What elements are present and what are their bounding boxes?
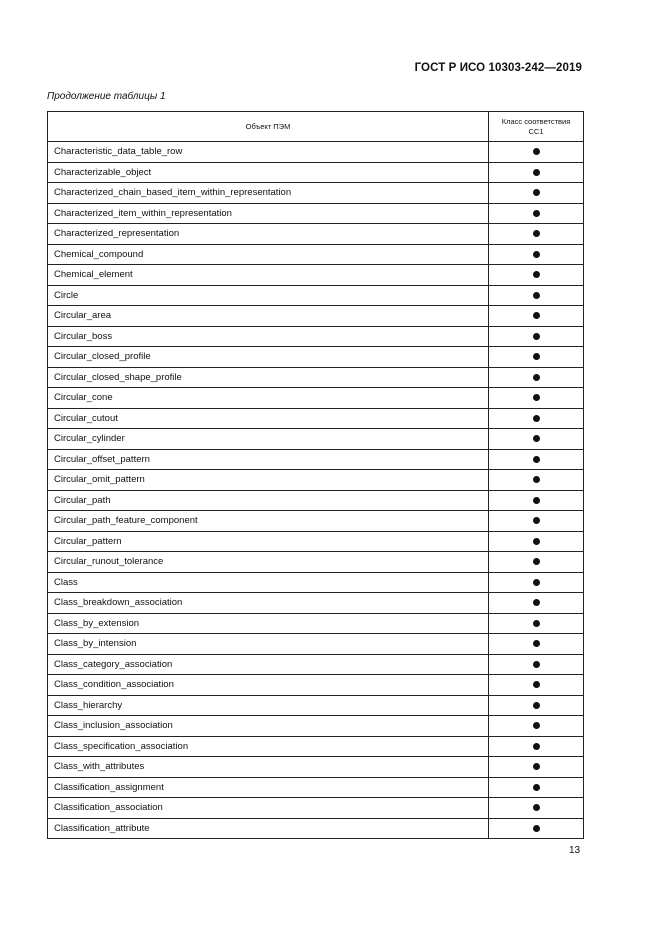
table-row — [48, 408, 584, 429]
conformance-cell — [489, 285, 584, 306]
object-name-cell: Characterized_representation — [48, 224, 489, 245]
object-name-cell: Characteristic_data_table_row — [48, 142, 489, 163]
table-row — [48, 552, 584, 573]
table-row — [48, 388, 584, 409]
filled-circle-icon — [533, 784, 540, 791]
column-header-cc1-label: CC1 — [528, 126, 544, 136]
table-row — [48, 777, 584, 798]
conformance-cell — [489, 470, 584, 491]
filled-circle-icon — [533, 538, 540, 545]
table-row — [48, 449, 584, 470]
page-number: 13 — [569, 845, 581, 856]
table-continuation-caption: Продолжение таблицы 1 — [47, 91, 166, 102]
object-name-cell: Class_with_attributes — [48, 757, 489, 778]
filled-circle-icon — [533, 517, 540, 524]
table-row — [48, 695, 584, 716]
filled-circle-icon — [533, 681, 540, 688]
object-name-cell: Chemical_compound — [48, 244, 489, 265]
table-row — [48, 593, 584, 614]
conformance-cell — [489, 613, 584, 634]
filled-circle-icon — [533, 169, 540, 176]
table-row — [48, 203, 584, 224]
table-row — [48, 654, 584, 675]
conformance-cell — [489, 511, 584, 532]
conformance-cell — [489, 818, 584, 839]
filled-circle-icon — [533, 333, 540, 340]
object-name-cell: Circular_cylinder — [48, 429, 489, 450]
conformance-cell — [489, 593, 584, 614]
conformance-cell — [489, 306, 584, 327]
table-row — [48, 818, 584, 839]
object-name-cell: Circular_boss — [48, 326, 489, 347]
column-header-object-label: Объект ПЭМ — [245, 121, 291, 131]
object-name-cell: Class_hierarchy — [48, 695, 489, 716]
conformance-cell — [489, 265, 584, 286]
object-name-cell: Classification_attribute — [48, 818, 489, 839]
table-row — [48, 285, 584, 306]
conformance-cell — [489, 244, 584, 265]
object-name-cell: Circular_cone — [48, 388, 489, 409]
column-header-object — [48, 112, 489, 142]
object-name-cell: Circular_omit_pattern — [48, 470, 489, 491]
conformance-cell — [489, 552, 584, 573]
table-row — [48, 757, 584, 778]
object-name-cell: Chemical_element — [48, 265, 489, 286]
table-row — [48, 244, 584, 265]
table-row — [48, 429, 584, 450]
filled-circle-icon — [533, 292, 540, 299]
table-row — [48, 613, 584, 634]
filled-circle-icon — [533, 579, 540, 586]
conformance-cell — [489, 777, 584, 798]
filled-circle-icon — [533, 558, 540, 565]
object-name-cell: Circle — [48, 285, 489, 306]
conformance-cell — [489, 183, 584, 204]
conformance-cell — [489, 203, 584, 224]
table-row — [48, 162, 584, 183]
filled-circle-icon — [533, 825, 540, 832]
table-row — [48, 224, 584, 245]
filled-circle-icon — [533, 353, 540, 360]
table-row — [48, 531, 584, 552]
table-row — [48, 470, 584, 491]
filled-circle-icon — [533, 189, 540, 196]
table-row — [48, 572, 584, 593]
table-row — [48, 265, 584, 286]
object-name-cell: Class_inclusion_association — [48, 716, 489, 737]
table-row — [48, 367, 584, 388]
conformance-cell — [489, 490, 584, 511]
filled-circle-icon — [533, 148, 540, 155]
conformance-cell — [489, 695, 584, 716]
table-row — [48, 142, 584, 163]
filled-circle-icon — [533, 702, 540, 709]
object-name-cell: Circular_area — [48, 306, 489, 327]
filled-circle-icon — [533, 415, 540, 422]
conformance-cell — [489, 654, 584, 675]
conformance-cell — [489, 736, 584, 757]
conformance-cell — [489, 675, 584, 696]
conformance-cell — [489, 531, 584, 552]
object-name-cell: Circular_offset_pattern — [48, 449, 489, 470]
conformance-cell — [489, 162, 584, 183]
table-row — [48, 736, 584, 757]
document-standard-header: ГОСТ Р ИСО 10303-242—2019 — [414, 62, 582, 74]
filled-circle-icon — [533, 251, 540, 258]
column-header-conformance-label: Класс соответствия — [501, 116, 571, 126]
filled-circle-icon — [533, 743, 540, 750]
object-name-cell: Classification_assignment — [48, 777, 489, 798]
filled-circle-icon — [533, 456, 540, 463]
object-name-cell: Characterized_chain_based_item_within_representation — [48, 183, 489, 204]
table-row — [48, 798, 584, 819]
object-name-cell: Characterizable_object — [48, 162, 489, 183]
object-name-cell: Characterized_item_within_representation — [48, 203, 489, 224]
object-name-cell: Class_condition_association — [48, 675, 489, 696]
conformance-cell — [489, 224, 584, 245]
filled-circle-icon — [533, 230, 540, 237]
conformance-cell — [489, 716, 584, 737]
conformance-cell — [489, 572, 584, 593]
filled-circle-icon — [533, 661, 540, 668]
filled-circle-icon — [533, 374, 540, 381]
conformance-cell — [489, 388, 584, 409]
conformance-cell — [489, 142, 584, 163]
object-name-cell: Circular_closed_profile — [48, 347, 489, 368]
object-name-cell: Circular_closed_shape_profile — [48, 367, 489, 388]
table-row — [48, 511, 584, 532]
object-name-cell: Class_category_association — [48, 654, 489, 675]
table-body — [48, 142, 584, 839]
object-name-cell: Circular_path — [48, 490, 489, 511]
conformance-cell — [489, 367, 584, 388]
table-row — [48, 716, 584, 737]
filled-circle-icon — [533, 312, 540, 319]
table-row — [48, 183, 584, 204]
table-row — [48, 675, 584, 696]
object-name-cell: Class_by_intension — [48, 634, 489, 655]
column-header-conformance-class — [489, 112, 584, 142]
object-name-cell: Circular_path_feature_component — [48, 511, 489, 532]
conformance-cell — [489, 798, 584, 819]
conformance-cell — [489, 634, 584, 655]
conformance-cell — [489, 757, 584, 778]
filled-circle-icon — [533, 620, 540, 627]
table-row — [48, 634, 584, 655]
filled-circle-icon — [533, 722, 540, 729]
conformance-cell — [489, 429, 584, 450]
conformance-cell — [489, 326, 584, 347]
object-name-cell: Class_by_extension — [48, 613, 489, 634]
filled-circle-icon — [533, 497, 540, 504]
object-name-cell: Circular_runout_tolerance — [48, 552, 489, 573]
object-name-cell: Classification_association — [48, 798, 489, 819]
filled-circle-icon — [533, 640, 540, 647]
filled-circle-icon — [533, 599, 540, 606]
table-row — [48, 490, 584, 511]
filled-circle-icon — [533, 394, 540, 401]
table-row — [48, 326, 584, 347]
conformance-table — [47, 111, 584, 839]
object-name-cell: Class_specification_association — [48, 736, 489, 757]
table-row — [48, 347, 584, 368]
object-name-cell: Circular_cutout — [48, 408, 489, 429]
filled-circle-icon — [533, 271, 540, 278]
table-row — [48, 306, 584, 327]
object-name-cell: Circular_pattern — [48, 531, 489, 552]
filled-circle-icon — [533, 435, 540, 442]
table-header-row — [48, 112, 584, 142]
filled-circle-icon — [533, 763, 540, 770]
object-name-cell: Class — [48, 572, 489, 593]
object-name-cell: Class_breakdown_association — [48, 593, 489, 614]
conformance-cell — [489, 449, 584, 470]
conformance-cell — [489, 347, 584, 368]
filled-circle-icon — [533, 476, 540, 483]
filled-circle-icon — [533, 804, 540, 811]
conformance-cell — [489, 408, 584, 429]
filled-circle-icon — [533, 210, 540, 217]
